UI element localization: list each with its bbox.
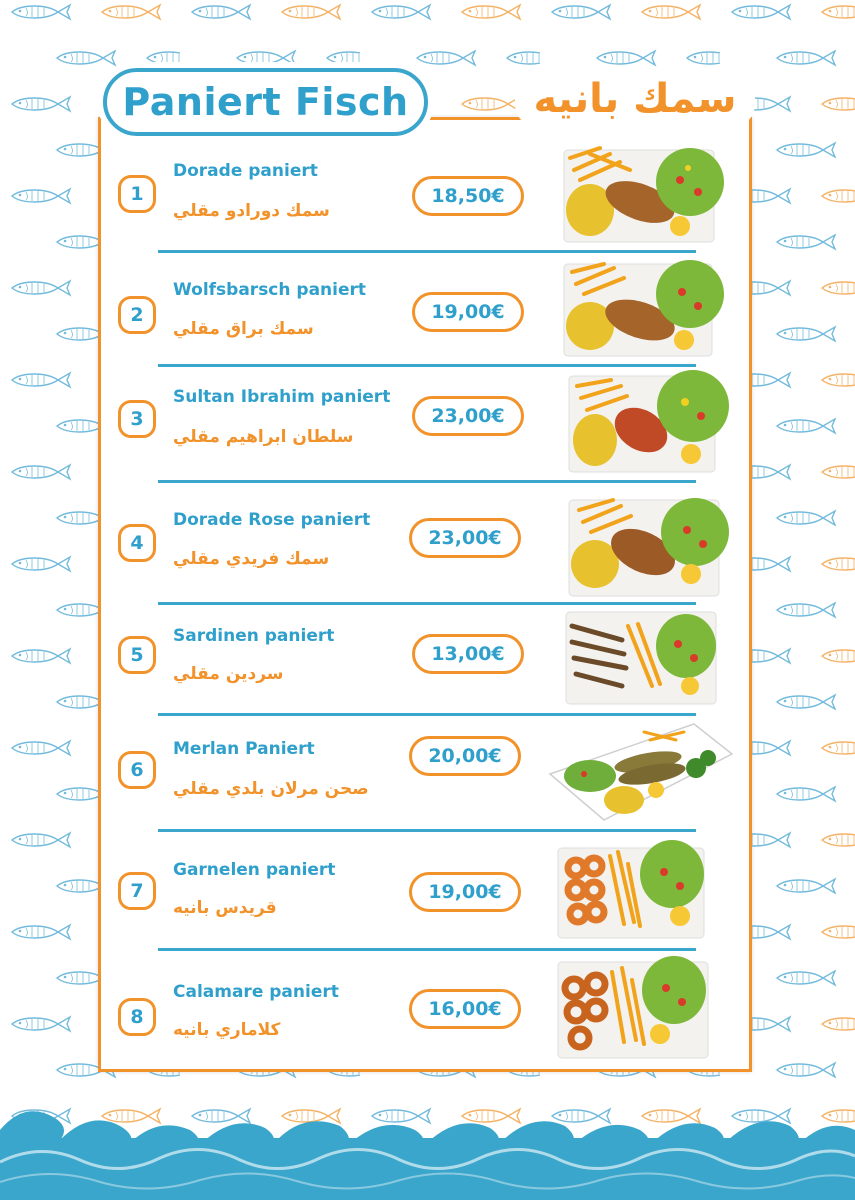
row-divider — [158, 480, 696, 483]
item-name: Calamare paniert — [173, 982, 339, 1002]
page-title-arabic: سمك بانيه — [533, 76, 737, 122]
item-price-badge: 16,00€ — [409, 989, 521, 1029]
item-name: Sardinen paniert — [173, 626, 335, 646]
item-name-arabic: سردين مقلي — [173, 664, 284, 684]
dorade-dish-photo — [560, 140, 730, 246]
garnelen-dish-photo — [554, 834, 714, 942]
merlan-dish-photo — [544, 718, 736, 824]
item-name-arabic: سمك فريدي مقلي — [173, 549, 330, 569]
item-name: Dorade Rose paniert — [173, 510, 371, 530]
item-name-arabic: صحن مرلان بلدي مقلي — [173, 779, 369, 799]
row-divider — [158, 602, 696, 605]
row-divider — [158, 829, 696, 832]
item-price-badge: 20,00€ — [409, 736, 521, 776]
item-number-badge: 7 — [118, 872, 156, 910]
item-name-arabic: سلطان ابراهيم مقلي — [173, 427, 354, 447]
page-title: Paniert Fisch — [122, 80, 409, 124]
item-price-badge: 19,00€ — [412, 292, 524, 332]
item-price-badge: 23,00€ — [409, 518, 521, 558]
row-divider — [158, 713, 696, 716]
item-name-arabic: سمك دورادو مقلي — [173, 201, 330, 221]
calamare-dish-photo — [554, 948, 714, 1062]
item-price-badge: 23,00€ — [412, 396, 524, 436]
title-ar-badge — [515, 70, 755, 128]
waves-decoration — [0, 1090, 855, 1200]
dorade-rose-dish-photo — [565, 484, 735, 600]
item-number-badge: 1 — [118, 175, 156, 213]
item-name-arabic: كلاماري بانيه — [173, 1020, 281, 1040]
item-number-badge: 3 — [118, 400, 156, 438]
item-price-badge: 19,00€ — [409, 872, 521, 912]
item-number-badge: 8 — [118, 998, 156, 1036]
sardinen-dish-photo — [562, 606, 722, 708]
item-number-badge: 5 — [118, 636, 156, 674]
item-name: Merlan Paniert — [173, 739, 315, 759]
title-badge — [103, 68, 428, 136]
item-number-badge: 2 — [118, 296, 156, 334]
item-name-arabic: قريدس بانيه — [173, 898, 277, 918]
item-name: Dorade paniert — [173, 161, 318, 181]
wolfsbarsch-dish-photo — [560, 250, 730, 360]
item-number-badge: 4 — [118, 524, 156, 562]
item-price-badge: 13,00€ — [412, 634, 524, 674]
item-name: Sultan Ibrahim paniert — [173, 387, 391, 407]
sultan-ibrahim-dish-photo — [565, 362, 735, 476]
item-number-badge: 6 — [118, 751, 156, 789]
item-price-badge: 18,50€ — [412, 176, 524, 216]
item-name: Wolfsbarsch paniert — [173, 280, 367, 300]
item-name-arabic: سمك براق مقلي — [173, 319, 314, 339]
item-name: Garnelen paniert — [173, 860, 336, 880]
